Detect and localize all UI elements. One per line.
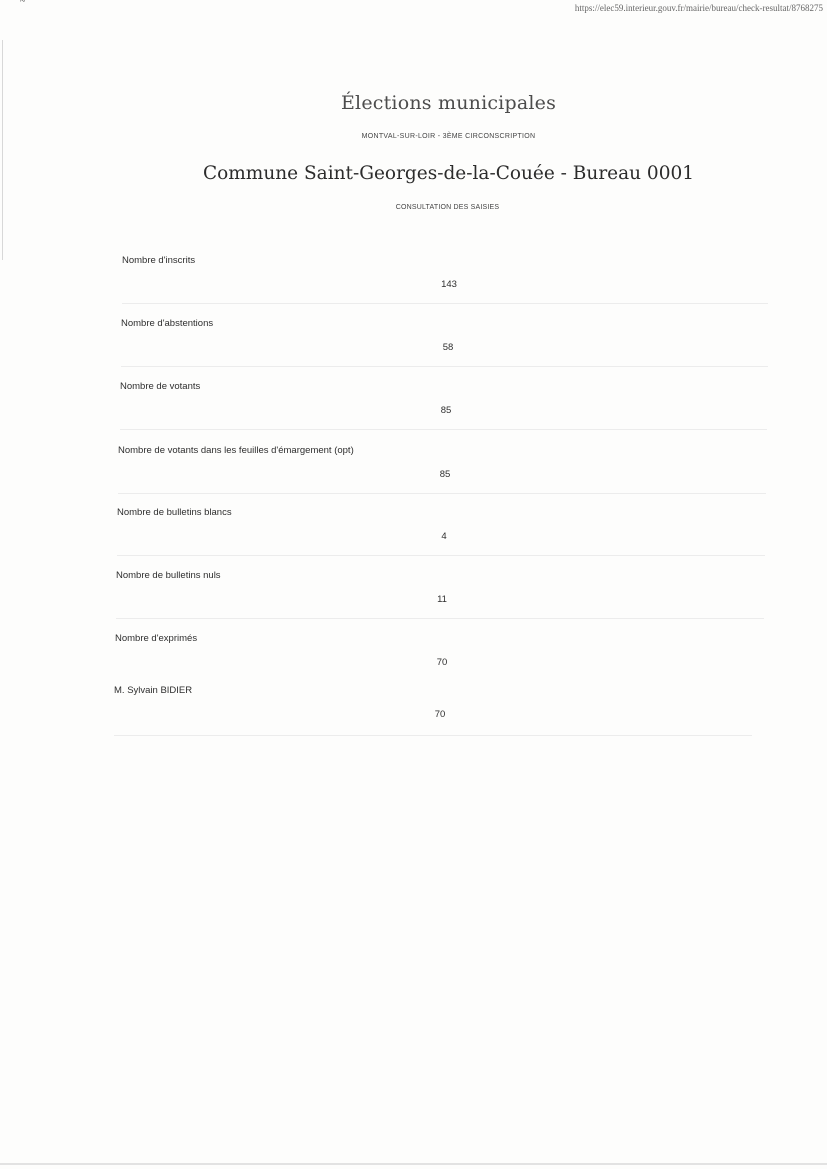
commune-heading: Commune Saint-Georges-de-la-Couée - Bureau 0001 [202, 163, 695, 184]
result-label: Nombre de votants dans les feuilles d'émargement (opt) [118, 445, 354, 456]
result-label: M. Sylvain BIDIER [114, 685, 193, 696]
row-divider [116, 618, 764, 619]
row-divider [114, 735, 752, 736]
page-title: Élections municipales [340, 92, 557, 114]
row-divider [120, 429, 767, 430]
section-caption: CONSULTATION DES SAISIES [395, 204, 500, 211]
row-divider [121, 366, 768, 367]
result-label: Nombre de votants [120, 381, 201, 392]
result-label: Nombre d'exprimés [115, 633, 198, 644]
circonscription-subtitle: MONTVAL-SUR-LOIR - 3ÈME CIRCONSCRIPTION [361, 133, 536, 140]
scan-edge-bottom [0, 1163, 827, 1165]
result-value: 85 [440, 405, 452, 416]
result-label: Nombre de bulletins nuls [116, 570, 221, 581]
scan-edge [2, 40, 3, 260]
result-label: Nombre d'inscrits [122, 255, 196, 266]
result-value: 4 [441, 531, 447, 542]
result-value: 70 [436, 657, 448, 668]
result-value: 70 [434, 709, 446, 720]
row-divider [122, 303, 768, 304]
print-header-url: https://elec59.interieur.gouv.fr/mairie/bureau/check-resultat/8768275 [574, 3, 823, 13]
result-value: 11 [437, 594, 447, 605]
row-divider [118, 493, 766, 494]
row-divider [117, 555, 765, 556]
result-value: 85 [439, 469, 451, 480]
result-label: Nombre d'abstentions [121, 318, 214, 329]
result-value: 58 [442, 342, 454, 353]
print-header-left: ~ [20, 0, 26, 7]
result-value: 143 [441, 279, 457, 290]
result-label: Nombre de bulletins blancs [117, 507, 232, 518]
